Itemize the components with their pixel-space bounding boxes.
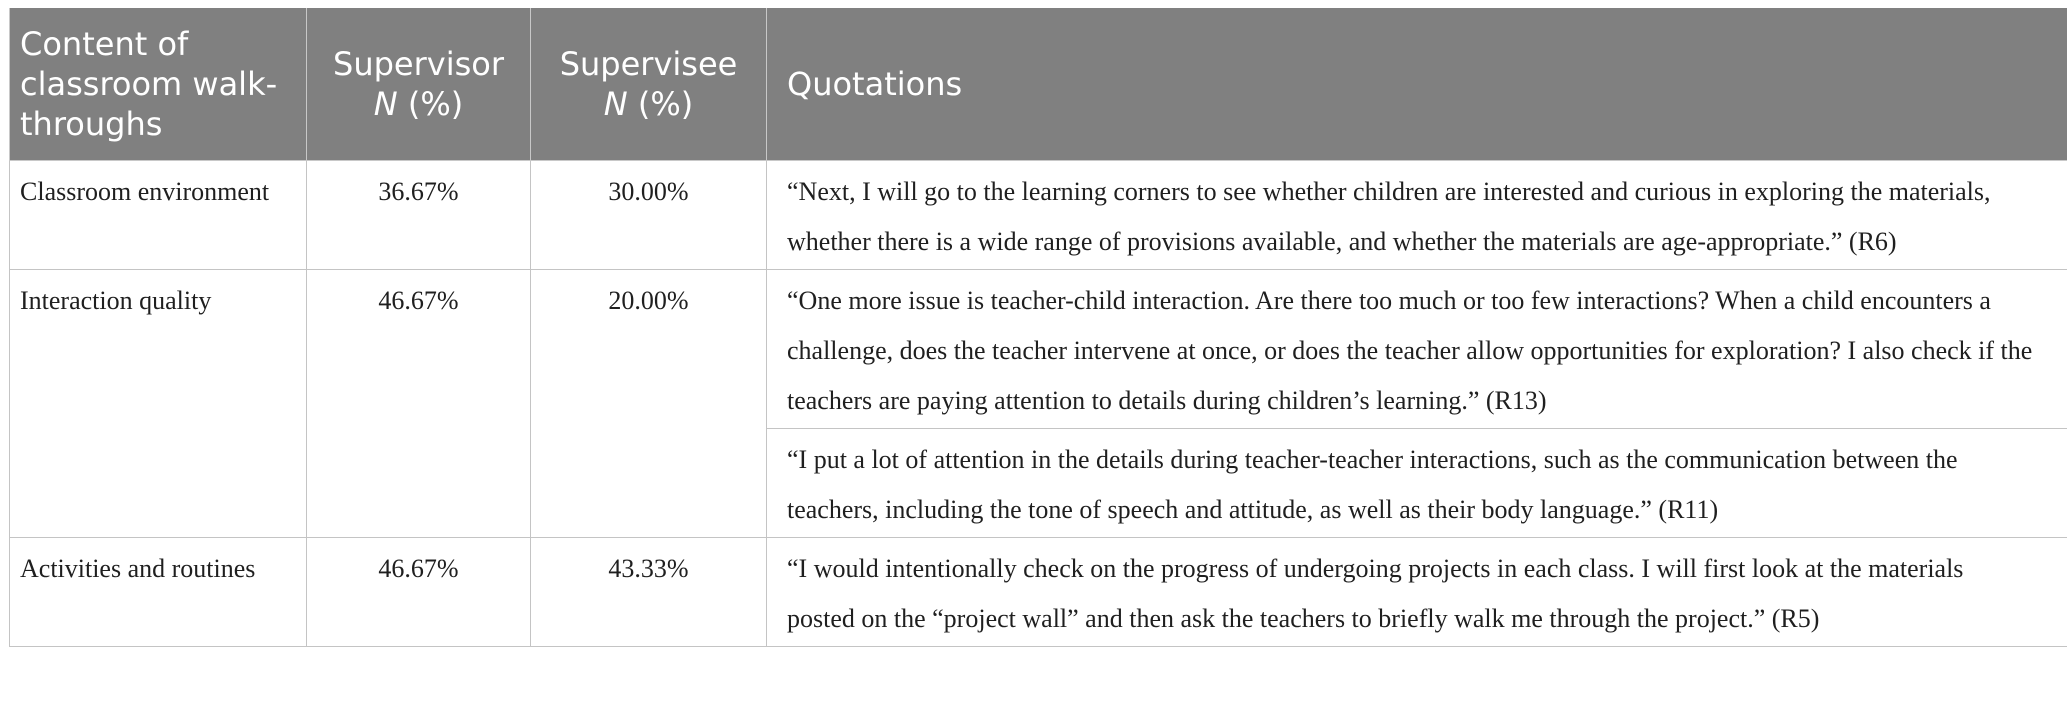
table-container xyxy=(9,8,2067,647)
supervisee-cell: 20.00% xyxy=(531,269,767,537)
supervisee-cell: 30.00% xyxy=(531,160,767,269)
content-cell: Classroom environment xyxy=(10,160,307,269)
content-cell: Interaction quality xyxy=(10,269,307,537)
table-row xyxy=(10,269,2067,428)
header-row xyxy=(10,8,2067,160)
content-cell: Activities and routines xyxy=(10,537,307,646)
quotation-cell: “I put a lot of attention in the details during teacher-teacher interactions, such as the communication between the teachers, including the tone of speech and attitude, as well as their body language.” (R11) xyxy=(767,428,2067,537)
header-supervisee: Supervisee N (%) xyxy=(531,8,767,160)
quotation-cell: “I would intentionally check on the progress of undergoing projects in each class. I will first look at the materials posted on the “project wall” and then ask the teachers to briefly walk me through the project.” (R5) xyxy=(767,537,2067,646)
quotation-cell: “One more issue is teacher-child interaction. Are there too much or too few interactions? When a child encounters a challenge, does the teacher intervene at once, or does the teacher allow opportunities for exploration? I also check if the teachers are paying attention to details during children’s learning.” (R13) xyxy=(767,269,2067,428)
header-quotations: Quotations xyxy=(767,8,2067,160)
header-content: Content of classroom walk-throughs xyxy=(10,8,307,160)
header-supervisor: Supervisor N (%) xyxy=(307,8,531,160)
quotation-cell: “Next, I will go to the learning corners to see whether children are interested and curious in exploring the materials, whether there is a wide range of provisions available, and whether the materials are age-appropriate.” (R6) xyxy=(767,160,2067,269)
table-row xyxy=(10,537,2067,646)
supervisor-cell: 36.67% xyxy=(307,160,531,269)
table-row xyxy=(10,160,2067,269)
walkthrough-table xyxy=(9,8,2067,647)
supervisee-cell: 43.33% xyxy=(531,537,767,646)
supervisor-cell: 46.67% xyxy=(307,537,531,646)
supervisor-cell: 46.67% xyxy=(307,269,531,537)
